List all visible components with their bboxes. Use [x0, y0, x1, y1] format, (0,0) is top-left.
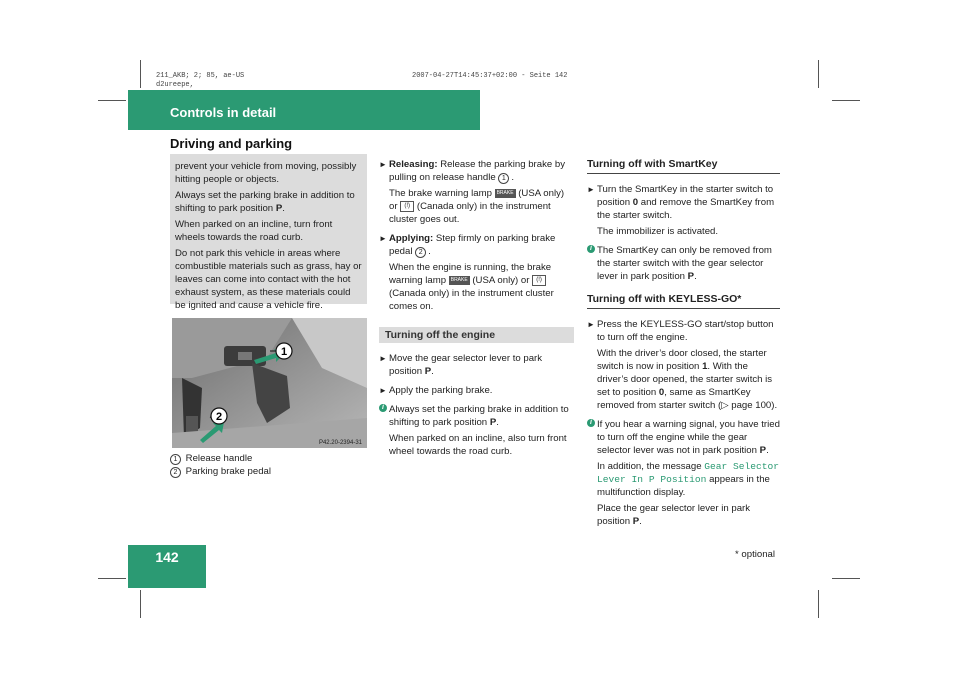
parking-brake-illustration [172, 318, 367, 448]
info-icon: i [587, 245, 595, 253]
arrow-right-icon: ► [379, 354, 387, 363]
arrow-right-icon: ► [587, 185, 595, 194]
subhead-turning-off-engine: Turning off the engine [379, 327, 574, 343]
park-letter: P [424, 366, 432, 377]
section-title: Driving and parking [170, 136, 293, 151]
crop-mark [818, 60, 819, 88]
callout-1-label: 1 [280, 346, 288, 358]
park-letter: P [632, 516, 640, 527]
arrow-right-icon: ► [379, 386, 387, 395]
warning-text: prevent your vehicle from moving, possibly hitting people or objects. [175, 161, 357, 185]
sub-text-part: In addition, the message [597, 461, 702, 472]
page-number: 142 [155, 549, 179, 565]
crop-mark [140, 60, 141, 88]
applying-lamp-text [389, 261, 574, 313]
crop-mark [98, 578, 126, 579]
print-info [156, 72, 244, 90]
sub-text-part: With the driver’s door closed, the starter switch is now in position [597, 348, 767, 372]
caption-num: 2 [170, 467, 181, 478]
info-text-2: When parked on an incline, also turn front wheel towards the road curb. [389, 433, 567, 457]
list-item [379, 384, 574, 397]
warning-lamp-canada-icon: (!) [532, 275, 546, 286]
sub-text: Place the gear selector lever in park position P. [597, 503, 751, 527]
bullet-text: and remove the SmartKey from the starter switch. [597, 197, 775, 221]
crop-mark [832, 100, 860, 101]
caption-item [170, 452, 370, 465]
warning-text [175, 189, 363, 215]
chapter-title: Controls in detail [170, 105, 277, 120]
caption-text: Release handle [185, 453, 253, 464]
position-value: 0 [632, 197, 639, 208]
bullet-text: Move the gear selector lever to park position [389, 353, 543, 377]
position-value: 1 [702, 361, 708, 372]
callout-ref: 1 [498, 173, 509, 184]
crop-mark [818, 590, 819, 618]
sub-text-part: . With the driver’s door opened, the starter switch is set to position [597, 361, 773, 398]
parking-brake-photo [172, 318, 367, 448]
caption-text: Parking brake pedal [185, 466, 272, 477]
list-item: ► Applying: Step firmly on parking brake pedal 2 . [379, 233, 556, 257]
lamp-text: (USA only) or [472, 275, 530, 286]
arrow-right-icon: ► [379, 234, 387, 243]
info-icon: i [587, 419, 595, 427]
info-icon: i [379, 404, 387, 412]
warning-lamp-canada-icon: (!) [400, 201, 414, 212]
list-item [587, 318, 780, 344]
list-item: ► Move the gear selector lever to park position P. [379, 353, 543, 377]
callout-2-label: 2 [215, 411, 223, 423]
page-number-box [128, 545, 206, 588]
arrow-right-icon: ► [587, 320, 595, 329]
position-value: 0 [658, 387, 665, 398]
footnote-optional: * optional [735, 549, 776, 560]
sub-text: The immobilizer is activated. [597, 226, 719, 237]
releasing-lamp-text [389, 187, 574, 226]
sub-text-part: Place the gear selector lever in park position [597, 503, 751, 527]
column-2 [379, 158, 574, 461]
sub-text [597, 347, 780, 412]
display-message: Gear Selector Lever In P Position [597, 461, 780, 485]
lamp-text: (USA only) or [389, 188, 565, 212]
list-item [587, 183, 780, 222]
park-letter: P [687, 271, 695, 282]
applying-text: Step firmly on parking brake pedal [389, 233, 556, 257]
info-note: i The SmartKey can only be removed from the starter switch with the gear selector lever in park position P. [587, 244, 780, 283]
lamp-text: The brake warning lamp [389, 188, 492, 199]
crop-mark [140, 590, 141, 618]
info-text: If you hear a warning signal, you have tried to turn off the engine while the gear selector lever was not in park position [597, 419, 780, 456]
callout-ref: 2 [415, 247, 426, 258]
info-note: i Always set the parking brake in addition to shifting to park position P. [379, 403, 574, 429]
brake-warning-icon: BRAKE [450, 276, 468, 283]
sub-text-part: appears in the multifunction display. [597, 474, 770, 498]
park-letter: P [759, 445, 767, 456]
figure-code: P42.20-2394-31 [318, 440, 362, 446]
releasing-text: Release the parking brake by pulling on release handle [389, 159, 565, 183]
applying-label: Applying: [389, 233, 434, 244]
lamp-text: (Canada only) in the instrument cluster goes out. [389, 201, 551, 225]
park-letter: P [489, 417, 497, 428]
bullet-text: Turn the SmartKey in the starter switch to position [597, 184, 774, 208]
warning-box [170, 154, 367, 311]
warning-text: Do not park this vehicle in areas where combustible materials such as grass, hay or leaves can come into contact with the hot exhaust system, as these materials could be ignited and cause a vehicle fire. [175, 248, 362, 311]
print-info-line: 211_AKB; 2; 85, ae-US [156, 72, 245, 80]
brake-warning-icon: BRAKE [496, 189, 514, 196]
releasing-label: Releasing: [389, 159, 438, 170]
caption-item [170, 465, 370, 478]
info-note: i If you hear a warning signal, you have tried to turn off the engine while the gear selector lever was not in park position P. [587, 418, 780, 457]
print-timestamp: 2007-04-27T14:45:37+02:00 - Seite 142 [412, 72, 568, 80]
print-info-line: d2ureepe, [156, 81, 194, 89]
sub-text [597, 460, 780, 499]
lamp-text: When the engine is running, the brake warning lamp [389, 262, 552, 286]
sub-text-part: , same as SmartKey removed from starter switch (▷ page 100). [597, 387, 778, 411]
crop-mark [98, 100, 126, 101]
list-item: ► Releasing: Release the parking brake by pulling on release handle 1 . [379, 159, 565, 183]
period: . [282, 203, 285, 214]
caption-num: 1 [170, 454, 181, 465]
warning-text-part: Always set the parking brake in addition to shifting to park position [175, 190, 355, 214]
arrow-right-icon: ► [379, 160, 387, 169]
crop-mark [832, 578, 860, 579]
park-letter: P [275, 203, 283, 214]
warning-text: When parked on an incline, turn front wheels towards the road curb. [175, 219, 333, 243]
lamp-text: (Canada only) in the instrument cluster comes on. [389, 288, 554, 312]
info-text: The SmartKey can only be removed from the starter switch with the gear selector lever in park position [597, 245, 772, 282]
heading-smartkey: Turning off with SmartKey [587, 158, 780, 174]
bullet-text: Press the KEYLESS-GO start/stop button to turn off the engine. [597, 319, 774, 343]
column-3 [587, 158, 780, 531]
bullet-text: Apply the parking brake. [389, 385, 493, 396]
info-text: Always set the parking brake in addition to shifting to park position [389, 404, 569, 428]
heading-keyless-go: Turning off with KEYLESS-GO* [587, 293, 780, 309]
figure-captions [170, 452, 370, 478]
